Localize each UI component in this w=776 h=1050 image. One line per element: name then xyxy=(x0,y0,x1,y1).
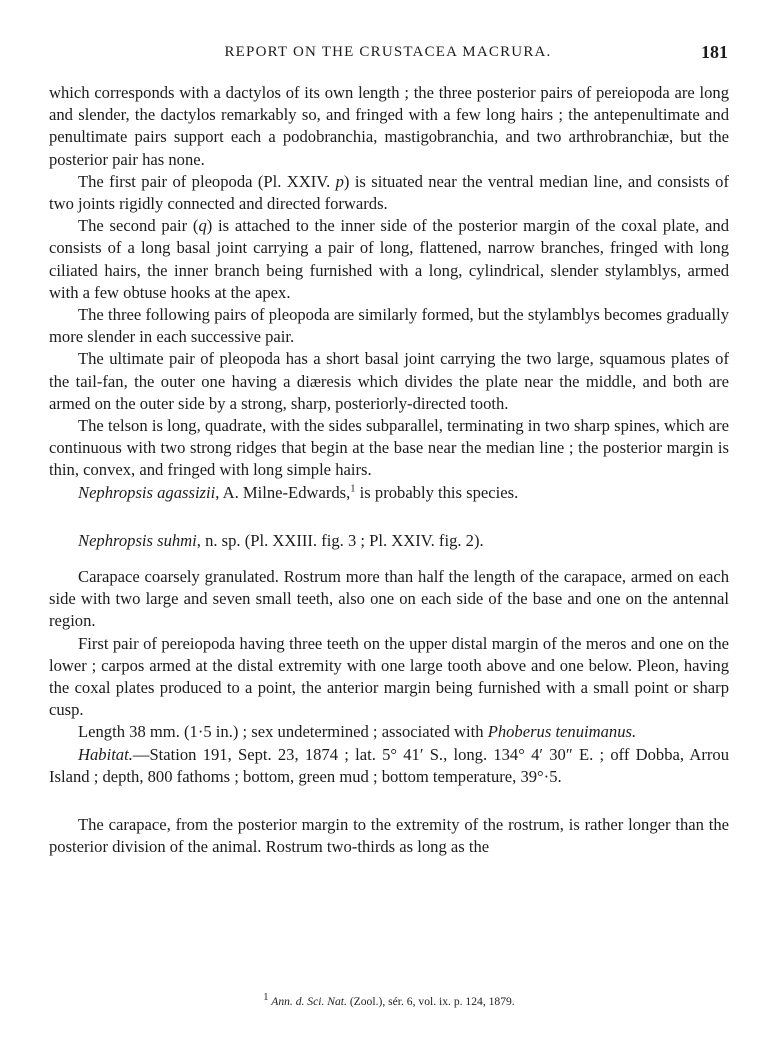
paragraph-ultimate-pleopoda: The ultimate pair of pleopoda has a short basal joint carrying the two large, squamous plates of the tail-fan, the outer one having a diæresis which divides the plate near the middle, and both are armed on the outer side by a strong, sharp, posteriorly-directed tooth. xyxy=(49,349,729,413)
text: ) is situated near the ventral median line, and consists of two joints rigidly connected and directed forwards. xyxy=(49,171,730,214)
body-text xyxy=(49,82,729,859)
paragraph-pereiopoda: which corresponds with a dactylos of its own length ; the three posterior pairs of pereiopoda are long and slender, the dactylos remarkably so, and fringed with a few long hairs ; the antepenultimate and penultimate pairs support each a podobranchia, mastigobranchia, and two arthrobranchiæ, but the posterior pair has none. xyxy=(49,83,729,169)
text: is probably this species. xyxy=(355,482,519,502)
text: —Station 191, Sept. 23, 1874 ; lat. 5° 41′ S., long. 134° 4′ 30″ E. ; off Dobba, Arrou Island ; depth, 800 fathoms ; bottom, green mud ; bottom temperature, 39°·5. xyxy=(49,744,729,786)
paragraph-length xyxy=(49,721,729,743)
text: , n. sp. (Pl. XXIII. fig. 3 ; Pl. XXIV. fig. 2). xyxy=(196,530,484,550)
text: , A. Milne-Edwards, xyxy=(215,482,351,502)
paragraph-first-pleopoda xyxy=(49,171,729,215)
habitat-label: Habitat. xyxy=(78,744,133,764)
paragraph-telson: The telson is long, quadrate, with the sides subparallel, terminating in two sharp spines, which are continuous with two strong ridges that begin at the base near the median line ; the posterior margin is thin, convex, and fringed with long simple hairs. xyxy=(49,416,729,480)
paragraph-first-pereiopoda: First pair of pereiopoda having three teeth on the upper distal margin of the meros and one on the lower ; carpos armed at the distal extremity with one large tooth above and one below. Pleon, having the coxal plates produced to a point, the anterior margin being furnished with a small point or sharp cusp. xyxy=(49,633,729,720)
species-name: Nephropsis agassizii xyxy=(78,482,216,502)
paragraph-agassizii xyxy=(49,482,729,504)
footnote xyxy=(49,992,729,1009)
paragraph-carapace: Carapace coarsely granulated. Rostrum more than half the length of the carapace, armed on each side with two large and seven small teeth, also one on each side of the base and one on the antennal region. xyxy=(49,567,729,631)
species-name: Nephropsis suhmi xyxy=(78,530,197,550)
running-header xyxy=(48,44,728,66)
text: Length 38 mm. (1·5 in.) ; sex undetermined ; associated with xyxy=(78,722,488,742)
footnote-marker: 1 xyxy=(350,483,356,495)
paragraph-following-pleopoda: The three following pairs of pleopoda are similarly formed, but the stylamblys becomes gradually more slender in each successive pair. xyxy=(49,305,729,347)
page-number: 181 xyxy=(701,42,728,62)
text: ) is attached to the inner side of the posterior margin of the coxal plate, and consists of a long basal joint carrying a pair of long, flattened, narrow branches, fringed with long ciliated hairs, the inner branch being furnished with a long, cylindrical, slender stylamblys, armed with a few obtuse hooks at the apex. xyxy=(49,216,729,302)
text: The first pair of pleopoda (Pl. XXIV. xyxy=(78,171,336,191)
footnote-marker: 1 xyxy=(263,992,269,1004)
paragraph-carapace-length: The carapace, from the posterior margin to the extremity of the rostrum, is rather longer than the posterior division of the animal. Rostrum two-thirds as long as the xyxy=(49,815,729,857)
running-title: REPORT ON THE CRUSTACEA MACRURA. xyxy=(224,44,552,60)
text: The second pair ( xyxy=(78,216,199,236)
text: (Zool.), sér. 6, vol. ix. p. 124, 1879. xyxy=(346,995,515,1008)
figure-letter: q xyxy=(198,216,207,236)
species-name: Phoberus tenuimanus. xyxy=(487,722,637,742)
paragraph-habitat xyxy=(49,744,729,788)
paragraph-second-pleopoda xyxy=(49,215,729,304)
journal-name: Ann. d. Sci. Nat. xyxy=(268,995,347,1008)
figure-letter: p xyxy=(335,171,344,191)
species-heading xyxy=(49,530,729,552)
